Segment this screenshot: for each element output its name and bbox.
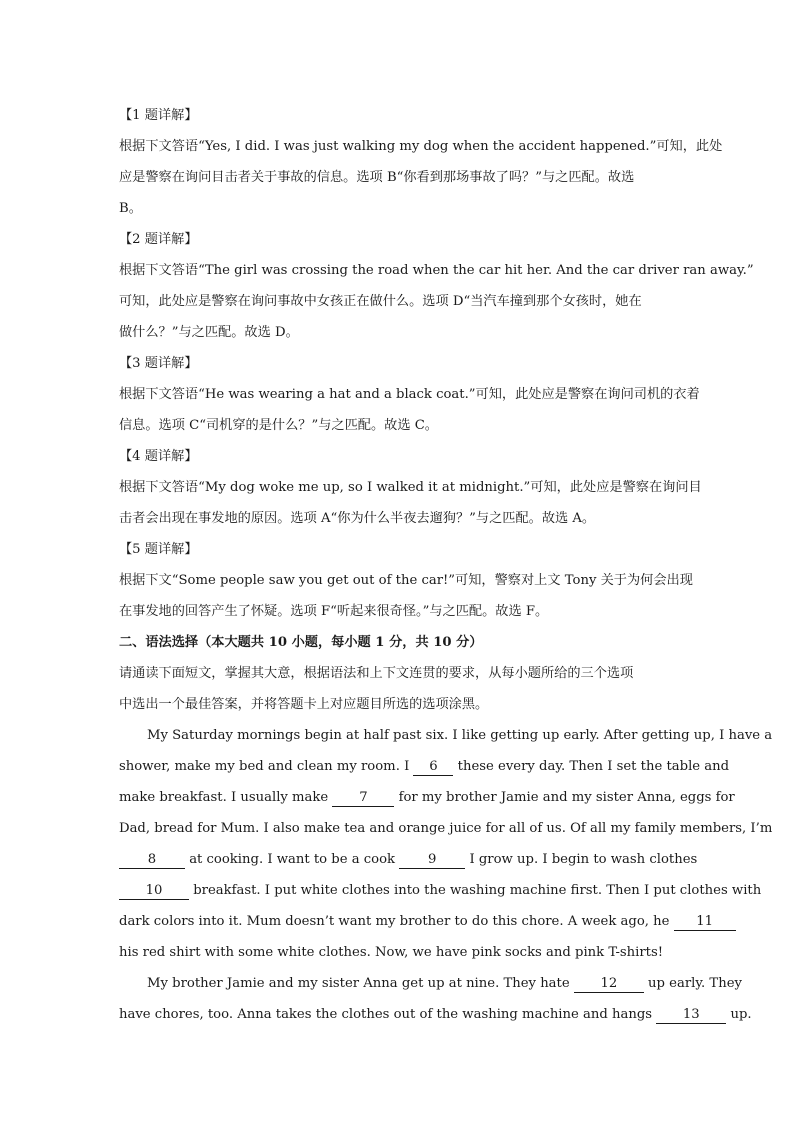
passage-line-10 [119,999,752,1030]
passage-line-3 [119,782,735,813]
blank-13: 13 [656,1007,726,1024]
passage-text: My brother Jamie and my sister Anna get up at nine. They hate [147,976,574,991]
passage-line-8: his red shirt with some white clothes. Now, we have pink socks and pink T-shirts! [119,945,664,960]
explanation-2-line-2: 可知，此处应是警察在询问事故中女孩正在做什么。选项 D“当汽车撞到那个女孩时，她在 [119,294,642,309]
explanation-5-line-2: 在事发地的回答产生了怀疑。选项 F“听起来很奇怪。”与之匹配。故选 F。 [119,604,549,619]
blank-9: 9 [399,852,465,869]
passage-text: at cooking. I want to be a cook [185,852,400,867]
passage-line-9 [119,968,742,999]
passage-text: have chores, too. Anna takes the clothes out of the washing machine and hangs [119,1007,657,1022]
passage-line-5 [119,844,698,875]
passage-line-4: Dad, bread for Mum. I also make tea and orange juice for all of us. Of all my family members, I’m [119,821,773,836]
explanation-5-line-1: 根据下文“Some people saw you get out of the car!”可知，警察对上文 Tony 关于为何会出现 [119,573,693,588]
explanation-3-line-1: 根据下文答语“He was wearing a hat and a black coat.”可知，此处应是警察在询问司机的衣着 [119,387,700,402]
passage-text: shower, make my bed and clean my room. I [119,759,414,774]
explanation-5-heading: 【5 题详解】 [119,542,198,557]
explanation-2-heading: 【2 题详解】 [119,232,198,247]
blank-6: 6 [413,759,453,776]
explanation-1-line-1: 根据下文答语“Yes, I did. I was just walking my dog when the accident happened.”可知，此处 [119,139,723,154]
explanation-1-heading: 【1 题详解】 [119,108,198,123]
section-instructions-line-1: 请通读下面短文，掌握其大意，根据语法和上下文连贯的要求，从每小题所给的三个选项 [119,666,634,681]
passage-line-6 [119,875,762,906]
blank-7: 7 [332,790,394,807]
explanation-4-line-1: 根据下文答语“My dog woke me up, so I walked it at midnight.”可知，此处应是警察在询问目 [119,480,702,495]
explanation-3-heading: 【3 题详解】 [119,356,198,371]
explanation-3-line-2: 信息。选项 C“司机穿的是什么？”与之匹配。故选 C。 [119,418,438,433]
explanation-4-heading: 【4 题详解】 [119,449,198,464]
section-instructions-line-2: 中选出一个最佳答案，并将答题卡上对应题目所选的选项涂黑。 [119,697,489,712]
blank-8: 8 [119,852,185,869]
explanation-4-line-2: 击者会出现在事发地的原因。选项 A“你为什么半夜去遛狗？”与之匹配。故选 A。 [119,511,596,526]
blank-10: 10 [119,883,189,900]
passage-line-1: My Saturday mornings begin at half past six. I like getting up early. After getting up, I have a [147,728,773,743]
passage-text: for my brother Jamie and my sister Anna, eggs for [394,790,735,805]
passage-text: breakfast. I put white clothes into the washing machine first. Then I put clothes with [189,883,762,898]
passage-line-7 [119,906,714,937]
explanation-1-line-2: 应是警察在询问目击者关于事故的信息。选项 B“你看到那场事故了吗？”与之匹配。故选 [119,170,635,185]
blank-11: 11 [674,914,736,931]
explanation-1-line-3: B。 [119,201,142,216]
passage-text: dark colors into it. Mum doesn’t want my brother to do this chore. A week ago, he [119,914,674,929]
section-title: 二、语法选择（本大题共 10 小题，每小题 1 分，共 10 分） [119,635,483,650]
passage-text: these every day. Then I set the table and [453,759,730,774]
passage-text: I grow up. I begin to wash clothes [465,852,698,867]
blank-12: 12 [574,976,644,993]
passage-text: make breakfast. I usually make [119,790,333,805]
document-page [119,100,773,1030]
passage-text: up early. They [643,976,742,991]
explanation-2-line-3: 做什么？”与之匹配。故选 D。 [119,325,299,340]
explanation-2-line-1: 根据下文答语“The girl was crossing the road when the car hit her. And the car driver ran away.” [119,263,754,278]
passage-line-2 [119,751,730,782]
passage-text: up. [726,1007,752,1022]
